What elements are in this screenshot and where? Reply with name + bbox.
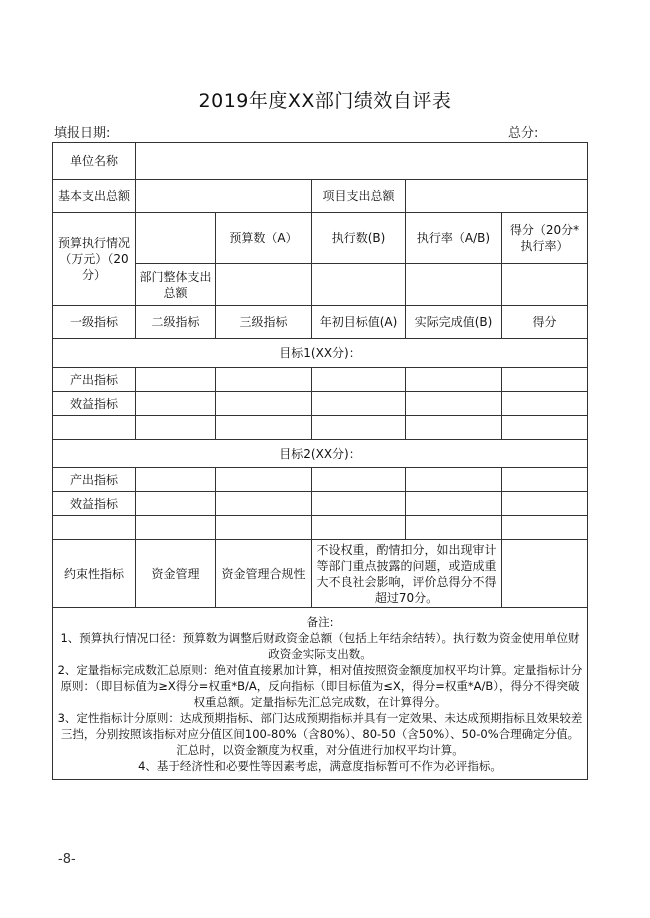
notes-cell xyxy=(53,608,588,780)
evaluation-table xyxy=(52,142,588,780)
goal2-output-label: 产出指标 xyxy=(53,468,136,492)
row-constraint xyxy=(53,540,588,608)
row-unit-name xyxy=(53,143,588,180)
level2-header: 二级指标 xyxy=(136,306,216,339)
note-item-4: 4、基于经济性和必要性等因素考虑，满意度指标暂可不作为必评指标。 xyxy=(138,758,502,773)
dept-total-label: 部门整体支出总额 xyxy=(136,264,216,306)
project-total-label: 项目支出总额 xyxy=(312,180,406,213)
row-expenditure xyxy=(53,180,588,213)
exec-amount-header: 执行数(B) xyxy=(312,213,406,264)
constraint-label: 约束性指标 xyxy=(53,540,136,608)
table-row xyxy=(53,516,588,540)
dept-exec-value[interactable] xyxy=(312,264,406,306)
fill-date-label: 填报日期: xyxy=(54,126,111,141)
budget-amount-header: 预算数（A） xyxy=(216,213,312,264)
row-budget-header xyxy=(53,213,588,264)
actual-done-header: 实际完成值(B) xyxy=(406,306,502,339)
basic-total-value[interactable] xyxy=(136,180,312,213)
table-row xyxy=(53,492,588,516)
level3-header: 三级指标 xyxy=(216,306,312,339)
table-row xyxy=(53,368,588,392)
budget-exec-label: 预算执行情况（万元）（20分） xyxy=(53,213,136,306)
unit-name-value[interactable] xyxy=(136,143,588,180)
target-start-header: 年初目标值(A) xyxy=(312,306,406,339)
total-score-label: 总分: xyxy=(508,126,539,141)
score-col-header: 得分（20分*执行率） xyxy=(502,213,588,264)
dept-budget-value[interactable] xyxy=(216,264,312,306)
constraint-desc: 不设权重，酌情扣分，如出现审计等部门重点披露的问题，或造成重大不良社会影响，评价总得分不得超过70分。 xyxy=(312,540,502,608)
row-notes xyxy=(53,608,588,780)
page-title: 2019年度XX部门绩效自评表 xyxy=(198,90,452,112)
row-goal1-label xyxy=(53,339,588,368)
page-number: -8- xyxy=(58,852,76,867)
dept-score-value[interactable] xyxy=(502,264,588,306)
unit-name-label: 单位名称 xyxy=(53,143,136,180)
note-item-3: 3、定性指标计分原则：达成预期指标、部门达成预期指标并具有一定效果、未达成预期指标且效果较差三挡，分别按照该指标对应分值区间100-80%（含80%）、80-50（含50%）、50-0%合理确定分值。汇总时，以资金额度为权重，对分值进行加权平均计算。 xyxy=(57,710,583,757)
table-row xyxy=(53,468,588,492)
budget-blank-cell xyxy=(136,213,216,264)
constraint-level3: 资金管理合规性 xyxy=(216,540,312,608)
goal1-benefit-label: 效益指标 xyxy=(53,392,136,416)
goal2-label: 目标2(XX分)： xyxy=(53,440,588,468)
goal2-benefit-label: 效益指标 xyxy=(53,492,136,516)
basic-total-label: 基本支出总额 xyxy=(53,180,136,213)
dept-rate-value[interactable] xyxy=(406,264,502,306)
row-indicator-header xyxy=(53,306,588,339)
table-row xyxy=(53,416,588,440)
note-item-2: 2、定量指标完成数汇总原则：绝对值直接累加计算，相对值按照资金额度加权平均计算。定量指标计分原则：（即目标值为≥X得分=权重*B/A，反向指标（即目标值为≤X，得分=权重*A/B），得分不得突破权重总额。定量指标先汇总完成数，在计算得分。 xyxy=(57,662,583,709)
note-item-1: 1、预算执行情况口径：预算数为调整后财政资金总额（包括上年结余结转）。执行数为资金使用单位财政资金实际支出数。 xyxy=(60,630,580,661)
score-header: 得分 xyxy=(502,306,588,339)
project-total-value[interactable] xyxy=(406,180,588,213)
goal1-label: 目标1(XX分)： xyxy=(53,339,588,368)
table-row xyxy=(53,392,588,416)
constraint-level2: 资金管理 xyxy=(136,540,216,608)
exec-rate-header: 执行率（A/B) xyxy=(406,213,502,264)
goal1-output-label: 产出指标 xyxy=(53,368,136,392)
notes-heading: 备注: xyxy=(306,614,334,629)
level1-header: 一级指标 xyxy=(53,306,136,339)
row-goal2-label xyxy=(53,440,588,468)
